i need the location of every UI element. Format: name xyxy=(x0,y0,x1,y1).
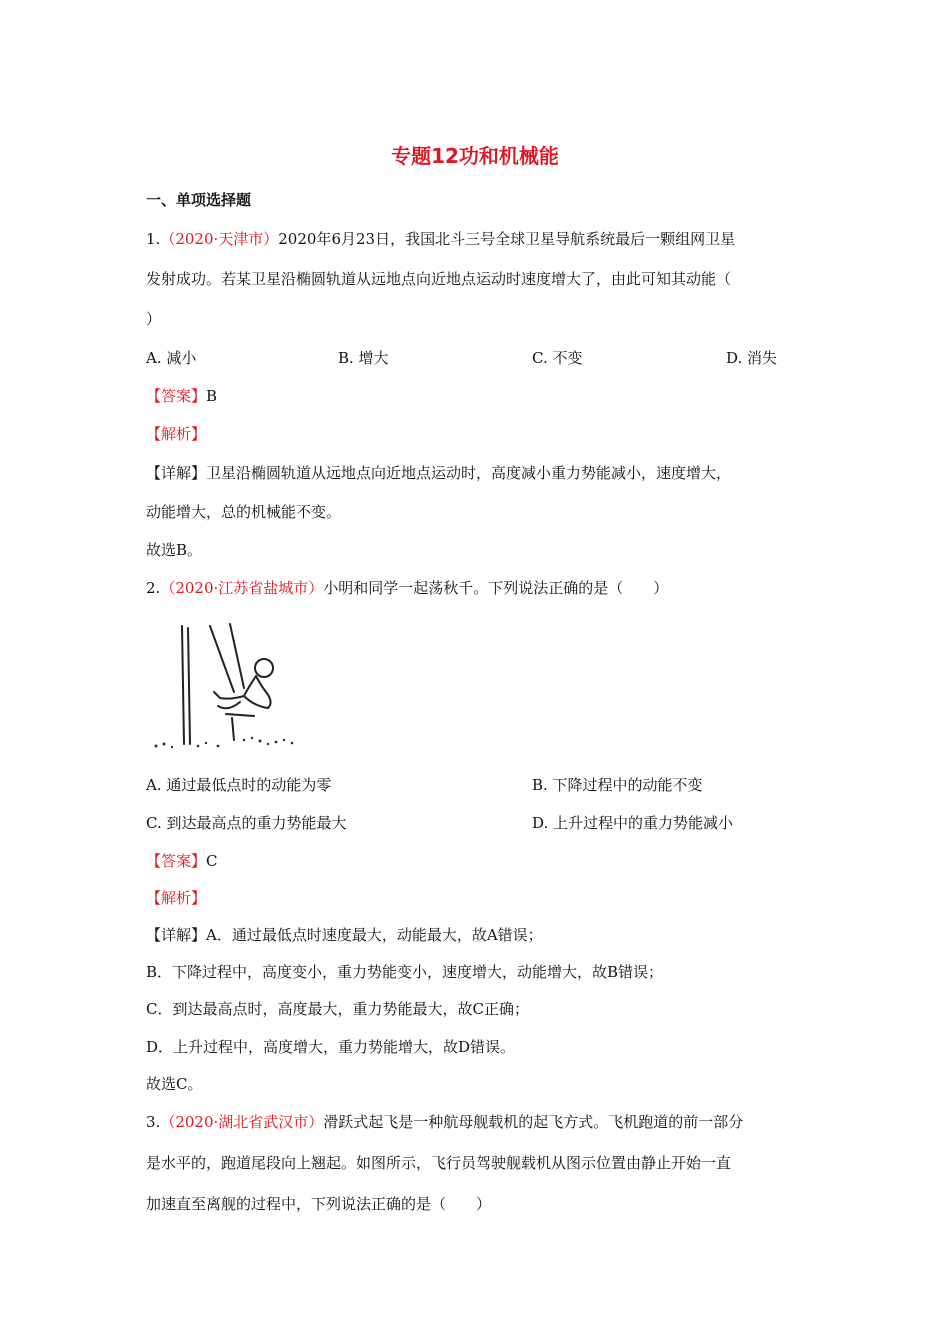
q1-source: （2020·天津市） xyxy=(160,230,279,248)
q1-text-1: 2020年6月23日，我国北斗三号全球卫星导航系统最后一颗组网卫星 xyxy=(278,230,736,248)
q1-option-b: B. 增大 xyxy=(338,349,389,367)
q1-conclusion: 故选B。 xyxy=(146,541,203,559)
q3-line-1 xyxy=(146,1112,743,1132)
q1-answer-value: B xyxy=(206,387,218,405)
q2-answer-value: C xyxy=(206,852,218,870)
swing-illustration xyxy=(148,622,298,752)
q3-number: 3. xyxy=(146,1113,161,1131)
q2-answer-label: 【答案】 xyxy=(146,852,207,870)
q2-detail-2: B．下降过程中，高度变小，重力势能变小，速度增大，动能增大，故B错误； xyxy=(146,963,664,981)
q1-option-a: A. 减小 xyxy=(146,349,197,367)
q1-text-2: 发射成功。若某卫星沿椭圆轨道从远地点向近地点运动时速度增大了，由此可知其动能（ xyxy=(146,270,732,288)
q1-option-c: C. 不变 xyxy=(532,349,583,367)
q1-answer-label: 【答案】 xyxy=(146,387,207,405)
q1-detail-1 xyxy=(146,463,731,483)
q2-text-1: 小明和同学一起荡秋千。下列说法正确的是（ ） xyxy=(323,579,669,597)
q2-line-1 xyxy=(146,578,668,598)
q2-option-a: A. 通过最低点时的动能为零 xyxy=(146,776,332,794)
q2-option-d: D. 上升过程中的重力势能减小 xyxy=(532,814,734,832)
q2-number: 2. xyxy=(146,579,161,597)
q1-detail-label: 【详解】 xyxy=(146,464,207,482)
section-heading: 一、单项选择题 xyxy=(146,191,252,209)
q2-analysis-label: 【解析】 xyxy=(146,889,207,907)
q1-option-d: D. 消失 xyxy=(726,349,778,367)
q3-source: （2020·湖北省武汉市） xyxy=(160,1113,324,1131)
q2-conclusion: 故选C。 xyxy=(146,1075,203,1093)
q3-text-2: 是水平的，跑道尾段向上翘起。如图所示，飞行员驾驶舰载机从图示位置由静止开始一直 xyxy=(146,1154,732,1172)
q1-number: 1. xyxy=(146,230,161,248)
q1-answer xyxy=(146,386,217,406)
q3-text-1: 滑跃式起飞是一种航母舰载机的起飞方式。飞机跑道的前一部分 xyxy=(323,1113,744,1131)
q1-text-3: ） xyxy=(146,310,162,328)
q1-detail-2: 动能增大，总的机械能不变。 xyxy=(146,503,342,521)
q2-detail-4: D．上升过程中，高度增大，重力势能增大，故D错误。 xyxy=(146,1038,516,1056)
q2-option-c: C. 到达最高点的重力势能最大 xyxy=(146,814,347,832)
q2-detail-text-1: A．通过最低点时速度最大，动能最大，故A错误； xyxy=(206,926,543,944)
q2-answer xyxy=(146,851,218,871)
q2-detail-3: C．到达最高点时，高度最大，重力势能最大，故C正确； xyxy=(146,1000,529,1018)
q1-line-1 xyxy=(146,229,735,249)
q2-source: （2020·江苏省盐城市） xyxy=(160,579,324,597)
q3-text-3: 加速直至离舰的过程中，下列说法正确的是（ ） xyxy=(146,1195,492,1213)
q1-analysis-label: 【解析】 xyxy=(146,425,207,443)
q2-option-b: B. 下降过程中的动能不变 xyxy=(532,776,703,794)
q1-detail-text-1: 卫星沿椭圆轨道从远地点向近地点运动时，高度减小重力势能减小，速度增大， xyxy=(206,464,732,482)
q2-detail-label: 【详解】 xyxy=(146,926,207,944)
q2-detail-1 xyxy=(146,925,543,945)
page-title: 专题12功和机械能 xyxy=(391,144,559,168)
